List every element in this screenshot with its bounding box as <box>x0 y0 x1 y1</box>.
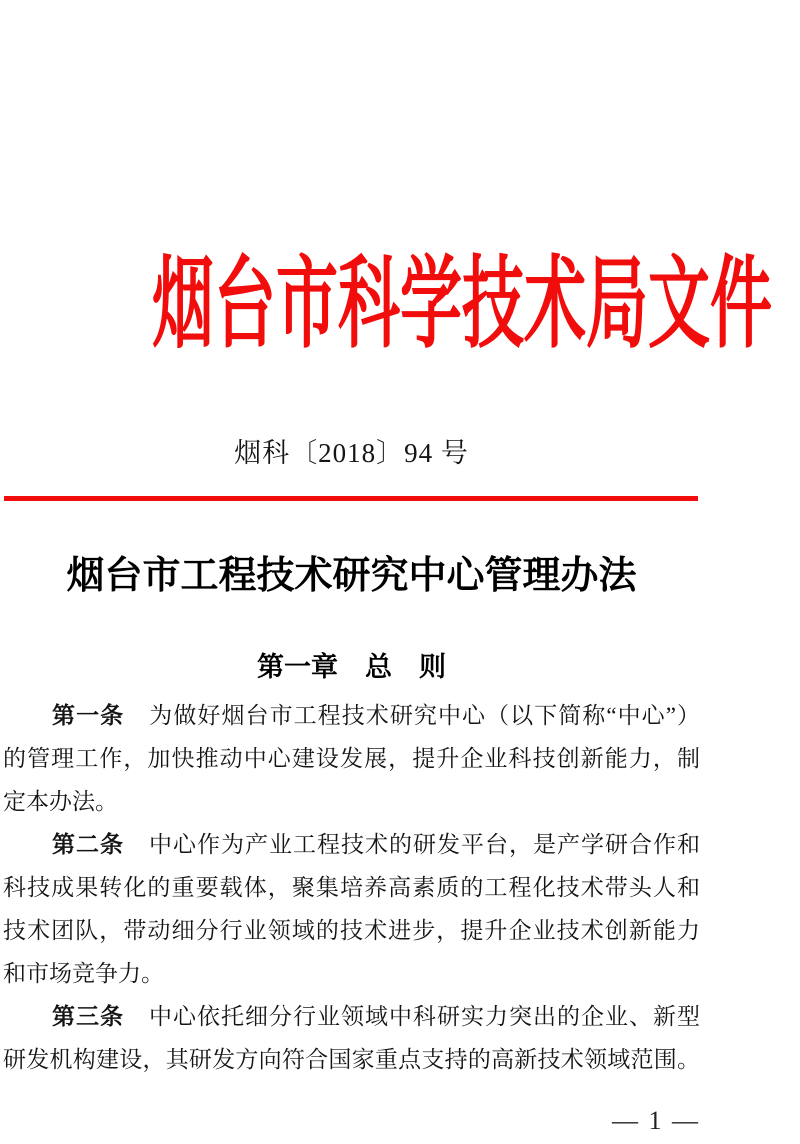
document-number: 烟科〔2018〕94 号 <box>234 438 469 468</box>
clause-label: 第三条 <box>51 1003 124 1029</box>
document-title: 烟台市工程技术研究中心管理办法 <box>66 555 637 597</box>
clause-text: 为做好烟台市工程技术研究中心（以下简称“中心”） <box>148 703 701 728</box>
body-line <box>3 995 700 1038</box>
document-body <box>3 694 700 1081</box>
paragraph <box>3 823 700 995</box>
red-divider-line <box>4 496 698 501</box>
clause-label: 第一条 <box>51 702 125 728</box>
body-line: 技术团队，带动细分行业领域的技术进步，提升企业技术创新能力 <box>3 918 700 943</box>
body-line <box>3 823 700 866</box>
body-line: 科技成果转化的重要载体，聚集培养高素质的工程化技术带头人和 <box>3 875 700 900</box>
clause-text: 中心作为产业工程技术的研发平台，是产学研合作和 <box>148 832 700 857</box>
paragraph <box>3 995 700 1081</box>
clause-text: 中心依托细分行业领域中科研实力突出的企业、新型 <box>148 1004 700 1029</box>
body-line: 和市场竞争力。 <box>3 961 164 986</box>
paragraph <box>3 694 700 823</box>
body-line: 的管理工作，加快推动中心建设发展，提升企业科技创新能力，制 <box>3 746 700 771</box>
chapter-heading: 第一章 总 则 <box>257 652 446 682</box>
body-line <box>3 694 700 737</box>
clause-label: 第二条 <box>51 831 124 857</box>
body-line: 定本办法。 <box>3 789 118 814</box>
page-number: — 1 — <box>612 1106 700 1135</box>
agency-header-title: 烟台市科学技术局文件 <box>152 249 772 360</box>
body-line: 研发机构建设，其研发方向符合国家重点支持的高新技术领域范围。 <box>3 1047 700 1072</box>
